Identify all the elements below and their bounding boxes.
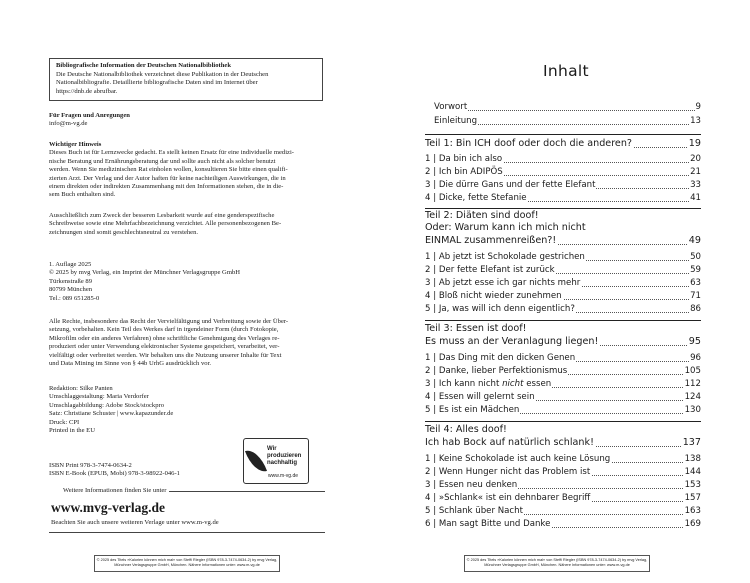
edition-line: 1. Auflage 2025 — [49, 261, 92, 268]
toc-part-2[interactable] — [425, 235, 701, 248]
toc-chapter[interactable] — [425, 264, 701, 277]
page-footer-notice — [94, 555, 280, 572]
toc-chapter-page: 21 — [690, 167, 701, 177]
disclaimer-line: einem direkten oder indirekten Zusammenhang mit den Informationen stehen, die in die- — [49, 183, 284, 191]
toc-entry-vorwort[interactable] — [434, 101, 701, 114]
toc-part-page: 137 — [682, 437, 701, 448]
rights-line: setzung, vorbehalten. Kein Teil des Werkes darf in irgendeiner Form (durch Fotokopie, — [49, 326, 279, 334]
toc-chapter-title: 2 | Wenn Hunger nicht das Problem ist — [425, 467, 591, 477]
section-divider — [425, 134, 701, 135]
contact-email[interactable]: info@m-vg.de — [49, 120, 88, 128]
toc-chapter[interactable] — [425, 404, 701, 417]
toc-chapter[interactable] — [425, 352, 701, 365]
toc-part-title: Teil 4: Alles doof! — [425, 424, 507, 435]
toc-part-title: Oder: Warum kann ich mich nicht — [425, 222, 586, 233]
toc-part-page: 95 — [688, 336, 701, 347]
toc-chapter-title: 5 | Schlank über Nacht — [425, 506, 523, 516]
toc-chapter[interactable] — [425, 365, 701, 378]
isbn-print: ISBN Print 978-3-7474-0634-2 — [49, 462, 132, 469]
toc-chapter[interactable] — [425, 277, 701, 290]
toc-chapter[interactable] — [425, 166, 701, 179]
sustainability-badge — [243, 438, 309, 484]
toc-chapter-page: 96 — [690, 353, 701, 363]
toc-chapter-page: 138 — [684, 454, 701, 464]
credit-line: Druck: CPI — [49, 418, 80, 426]
toc-chapter-page: 169 — [684, 519, 701, 529]
bibliographic-line: https://dnb.de abrufbar. — [56, 87, 118, 95]
isbn-ebook: ISBN E-Book (EPUB, Mobi) 978-3-98922-046-1 — [49, 470, 180, 478]
footer-line: © 2025 des Titels »Kalorien können mich mal« von Steffi Riegler (ISBN 978-3-7474-0634-2) by mvg Verlag, — [96, 558, 278, 562]
toc-chapter-page: 20 — [690, 154, 701, 164]
sustainability-badge-text: Wir produzieren nachhaltig — [267, 446, 302, 466]
credit-line: Printed in the EU — [49, 427, 95, 435]
page-footer-notice — [464, 555, 650, 572]
toc-chapter[interactable] — [425, 303, 701, 316]
phone-line: Tel.: 089 651285-0 — [49, 294, 100, 302]
contact-block — [49, 112, 324, 129]
toc-chapter-title: 4 | »Schlank« ist ein dehnbarer Begriff — [425, 493, 591, 503]
toc-chapter-title: 4 | Bloß nicht wieder zunehmen — [425, 291, 562, 301]
toc-chapter-title: 1 | Keine Schokolade ist auch keine Lösung — [425, 454, 611, 464]
toc-chapter-title: 3 | Ab jetzt esse ich gar nichts mehr — [425, 278, 581, 288]
toc-entry-title: Einleitung — [434, 116, 478, 126]
toc-chapter-title: 2 | Danke, lieber Perfektionismus — [425, 366, 568, 376]
toc-chapter-page: 41 — [690, 193, 701, 203]
toc-chapter-page: 86 — [690, 304, 701, 314]
disclaimer-line: nische Beratung und Ernährungsberatung dar und sollte auch nicht als solcher benutzt — [49, 157, 276, 165]
toc-chapter[interactable] — [425, 192, 701, 205]
leaf-icon — [245, 446, 267, 475]
toc-part-page: 49 — [688, 235, 701, 246]
disclaimer-line: zierten Arzt. Der Verlag und der Autor haften für keine nachteiligen Auswirkungen, die in — [49, 174, 286, 182]
credit-line: Umschlaggestaltung: Maria Verdorfer — [49, 393, 149, 401]
toc-part-3[interactable] — [425, 336, 701, 349]
credit-line: Umschlagabbildung: Adobe Stock/stockpro — [49, 401, 165, 409]
toc-chapter[interactable] — [425, 179, 701, 192]
toc-chapter[interactable] — [425, 453, 701, 466]
toc-chapter-page: 33 — [690, 180, 701, 190]
edition-block — [49, 261, 324, 303]
bibliographic-info-title: Bibliografische Information der Deutschen Nationalbibliothek — [56, 62, 231, 69]
toc-chapter[interactable] — [425, 378, 701, 391]
section-divider — [425, 320, 701, 321]
toc-chapter-title: 4 | Essen will gelernt sein — [425, 392, 535, 402]
rights-line: und Data Mining im Sinne von § 44b UrhG ausdrücklich vor. — [49, 360, 212, 368]
footer-line: Münchner Verlagsgruppe GmbH, München. Nähere Informationen unter: www.m-vg.de — [114, 563, 260, 567]
toc-page — [375, 0, 750, 583]
toc-chapter-title: 5 | Ja, was will ich denn eigentlich? — [425, 304, 575, 314]
toc-chapter[interactable] — [425, 466, 701, 479]
toc-entry-title: Vorwort — [434, 102, 468, 112]
toc-chapter-title: 1 | Da bin ich also — [425, 154, 503, 164]
address-street: Türkenstraße 89 — [49, 277, 93, 285]
isbn-block — [49, 462, 239, 479]
toc-chapter-title: 1 | Ab jetzt ist Schokolade gestrichen — [425, 252, 585, 262]
toc-part-1[interactable] — [425, 138, 701, 151]
toc-entry-page: 13 — [690, 116, 701, 126]
toc-chapter[interactable] — [425, 479, 701, 492]
publisher-info-caption: Weitere Informationen finden Sie unter — [49, 487, 169, 494]
section-divider — [425, 421, 701, 422]
toc-part-title: Teil 1: Bin ICH doof oder doch die anderen? — [425, 138, 633, 149]
bibliographic-line: Nationalbibliografie. Detaillierte bibliografische Daten sind im Internet über — [56, 79, 258, 87]
address-city: 80799 München — [49, 286, 93, 294]
credits-block — [49, 385, 324, 435]
toc-chapter-page: 153 — [684, 480, 701, 490]
toc-part-4[interactable] — [425, 437, 701, 450]
credit-line: Redaktion: Silke Panten — [49, 385, 113, 392]
toc-chapter[interactable] — [425, 518, 701, 531]
toc-chapter-title: 2 | Ich bin ADIPÖS — [425, 167, 503, 177]
rights-line: vielfältigt oder verbreitet werden. Wir behalten uns die Nutzung unserer Inhalte für Text — [49, 351, 282, 359]
toc-chapter-page: 59 — [690, 265, 701, 275]
toc-chapter-title: 1 | Das Ding mit den dicken Genen — [425, 353, 576, 363]
toc-chapter[interactable] — [425, 153, 701, 166]
toc-part-title: Es muss an der Veranlagung liegen! — [425, 336, 599, 347]
toc-chapter[interactable] — [425, 391, 701, 404]
toc-entry-page: 9 — [695, 102, 701, 112]
toc-part-title: Ich hab Bock auf natürlich schlank! — [425, 437, 594, 448]
toc-chapter-title: 6 | Man sagt Bitte und Danke — [425, 519, 551, 529]
toc-chapter-title: 5 | Es ist ein Mädchen — [425, 405, 520, 415]
disclaimer-line: sem Buch enthalten sind. — [49, 191, 116, 199]
toc-part-page: 19 — [688, 138, 701, 149]
disclaimer-heading: Wichtiger Hinweis — [49, 141, 102, 148]
rights-line: Mikrofilm oder ein anderes Verfahren) ohne schriftliche Genehmigung des Verlages re- — [49, 334, 280, 342]
toc-part-title: Teil 3: Essen ist doof! — [425, 323, 527, 334]
toc-chapter-page: 63 — [690, 278, 701, 288]
bibliographic-line: Die Deutsche Nationalbibliothek verzeichnet diese Publikation in der Deutschen — [56, 70, 269, 78]
toc-chapter-title: 4 | Dicke, fette Stefanie — [425, 193, 527, 203]
toc-chapter-page: 71 — [690, 291, 701, 301]
toc-part-title: Teil 2: Diäten sind doof! — [425, 210, 539, 221]
publisher-info-box — [49, 487, 325, 533]
toc-entry-einleitung[interactable] — [434, 115, 701, 128]
toc-part-title: EINMAL zusammenreißen?! — [425, 235, 557, 246]
credit-line: Satz: Christiane Schuster | www.kapazunder.de — [49, 410, 174, 418]
gender-note-line: zeichnungen sind somit geschlechtsneutral zu verstehen. — [49, 228, 199, 236]
sustainability-badge-url: www.m-vg.de — [268, 473, 299, 479]
gender-note-line: Ausschließlich zum Zweck der besseren Lesbarkeit wurde auf eine genderspezifische — [49, 212, 275, 219]
toc-chapter-page: 130 — [684, 405, 701, 415]
toc-chapter-page: 112 — [684, 379, 701, 389]
publisher-url-link[interactable]: www.mvg-verlag.de — [51, 500, 165, 515]
toc-chapter-page: 124 — [684, 392, 701, 402]
toc-title: Inhalt — [543, 62, 589, 80]
toc-chapter[interactable] — [425, 290, 701, 303]
rights-line: Alle Rechte, insbesondere das Recht der Vervielfältigung und Verbreitung sowie der Über- — [49, 318, 289, 325]
toc-chapter-title: 2 | Der fette Elefant ist zurück — [425, 265, 555, 275]
copyright-line: © 2025 by mvg Verlag, ein Imprint der Münchner Verlagsgruppe GmbH — [49, 269, 241, 277]
toc-chapter-title: 3 | Ich kann nicht nicht essen — [425, 379, 552, 389]
more-publishers-note: Beachten Sie auch unsere weiteren Verlage unter www.m-vg.de — [51, 519, 219, 526]
toc-chapter[interactable] — [425, 251, 701, 264]
disclaimer-line: Dieses Buch ist für Lernzwecke gedacht. Es stellt keinen Ersatz für eine individuelle medizi- — [49, 149, 294, 157]
toc-chapter[interactable] — [425, 505, 701, 518]
contact-heading: Für Fragen und Anregungen — [49, 112, 130, 119]
disclaimer-block — [49, 141, 324, 200]
rights-line: produziert oder unter Verwendung elektronischer Systeme gespeichert, verarbeitet, ver- — [49, 343, 280, 351]
disclaimer-line: werden. Wenn Sie medizinischen Rat einholen wollen, konsultieren Sie bitte einen qualifi- — [49, 166, 288, 174]
toc-chapter-page: 163 — [684, 506, 701, 516]
rights-block — [49, 318, 324, 368]
gender-note-block — [49, 212, 324, 237]
footer-line: © 2025 des Titels »Kalorien können mich mal« von Steffi Riegler (ISBN 978-3-7474-0634-2) by mvg Verlag, — [466, 558, 648, 562]
toc-chapter-page: 105 — [684, 366, 701, 376]
toc-chapter-title: 3 | Essen neu denken — [425, 480, 518, 490]
toc-chapter-page: 144 — [684, 467, 701, 477]
toc-chapter-page: 157 — [684, 493, 701, 503]
toc-chapter[interactable] — [425, 492, 701, 505]
bibliographic-info-box — [49, 58, 323, 101]
gender-note-line: Schreibweise sowie eine Mehrfachbezeichnung verzichtet. Alle personenbezogenen Be- — [49, 220, 282, 228]
toc-chapter-page: 50 — [690, 252, 701, 262]
toc-chapter-title: 3 | Die dürre Gans und der fette Elefant — [425, 180, 596, 190]
footer-line: Münchner Verlagsgruppe GmbH, München. Nähere Informationen unter: www.m-vg.de — [484, 563, 630, 567]
section-divider — [425, 208, 701, 209]
